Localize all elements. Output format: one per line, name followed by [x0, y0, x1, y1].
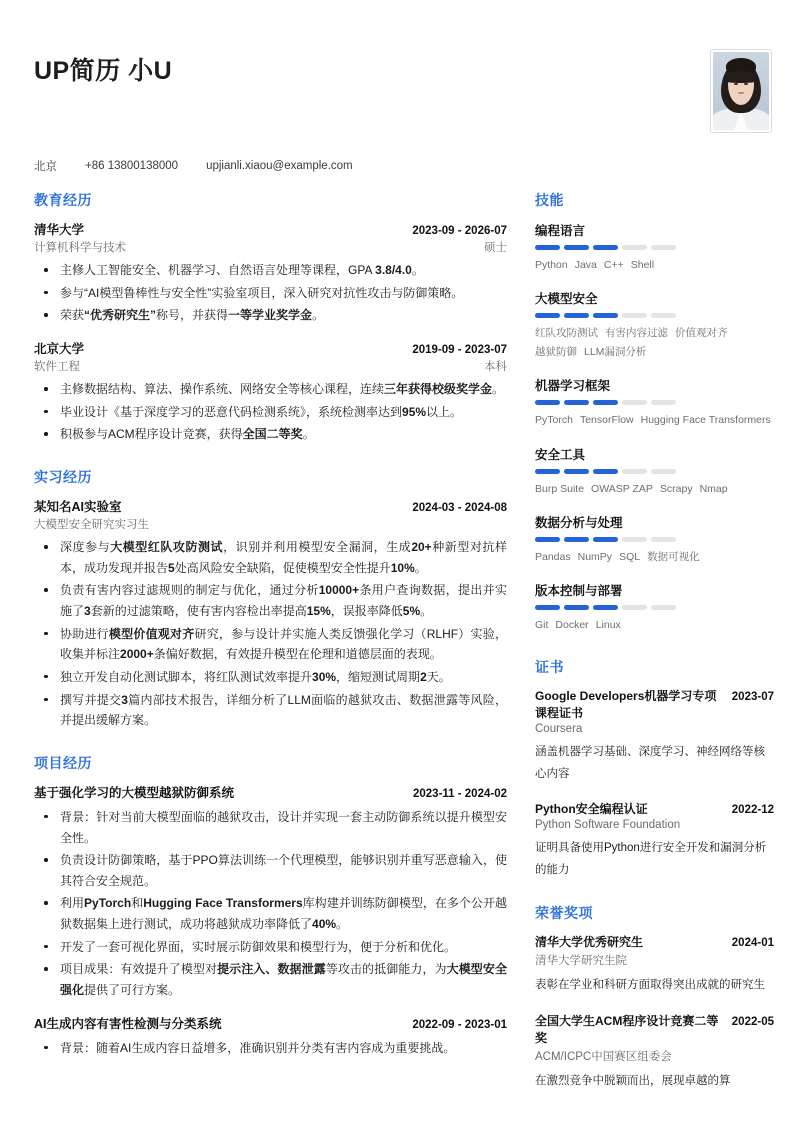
project-name: 基于强化学习的大模型越狱防御系统	[34, 785, 235, 800]
date-range: 2019-09 - 2023-07	[412, 344, 507, 356]
bullet-item: 主修数据结构、算法、操作系统、网络安全等核心课程，连续三年获得校级奖学金。	[34, 379, 507, 400]
bullet-list	[34, 537, 507, 731]
skill-group-label: 安全工具	[535, 447, 586, 462]
contact-phone[interactable]: +86 13800138000	[85, 160, 179, 172]
section-title-internship: 实习经历	[34, 469, 92, 485]
date-range: 2022-09 - 2023-01	[412, 1018, 507, 1031]
internship-entry	[34, 498, 507, 731]
skill-group	[535, 221, 774, 274]
skill-level-segment	[564, 400, 589, 405]
major: 软件工程	[34, 361, 80, 374]
list-item-date: 2023-07	[731, 690, 774, 703]
section-awards	[535, 903, 774, 1093]
skill-level-bar	[535, 605, 774, 610]
skill-level-bar	[535, 469, 774, 474]
skill-level-segment	[593, 245, 618, 250]
bullet-item: 负责有害内容过滤规则的制定与优化，通过分析10000+条用户查询数据，提出并实施了3套新的过滤策略，使有害内容检出率提高15%，误报率降低5%。	[34, 580, 507, 621]
bullet-item: 毕业设计《基于深度学习的恶意代码检测系统》，系统检测率达到95%以上。	[34, 402, 507, 423]
list-item	[535, 1013, 774, 1093]
skill-level-segment	[622, 313, 647, 318]
skill-tag: Shell	[630, 259, 655, 271]
contact-location: 北京	[34, 161, 57, 173]
skill-level-segment	[593, 313, 618, 318]
list-item	[535, 934, 774, 997]
skill-level-bar	[535, 537, 774, 542]
skill-group	[535, 376, 774, 429]
bullet-list	[34, 260, 507, 326]
bullet-item: 参与“AI模型鲁棒性与安全性”实验室项目，深入研究对抗性攻击与防御策略。	[34, 283, 507, 304]
list-item-description: 涵盖机器学习基础、深度学习、神经网络等核心内容	[535, 746, 765, 780]
skill-level-segment	[535, 313, 560, 318]
skill-level-segment	[535, 537, 560, 542]
company-name: 某知名AI实验室	[34, 500, 122, 514]
date-range: 2023-09 - 2026-07	[412, 225, 507, 237]
bullet-list	[34, 807, 507, 1001]
bullet-item: 深度参与大模型红队攻防测试，识别并利用模型安全漏洞，生成20+种新型对抗样本，成功发现并报告5处高风险安全缺陷，促使模型安全性提升10%。	[34, 537, 507, 578]
section-skills	[535, 190, 774, 635]
contact-row	[0, 158, 800, 174]
project-name: AI生成内容有害性检测与分类系统	[34, 1016, 222, 1031]
bullet-item: 主修人工智能安全、机器学习、自然语言处理等课程，GPA 3.8/4.0。	[34, 260, 507, 281]
skill-tag: LLM漏洞分析	[584, 345, 647, 358]
skill-group	[535, 445, 774, 498]
bullet-item: 项目成果：有效提升了模型对提示注入、数据泄露等攻击的抵御能力，为大模型安全强化提供了可行方案。	[34, 959, 507, 1000]
skill-tag: Nmap	[699, 482, 728, 495]
skill-group-label: 版本控制与部署	[535, 584, 623, 599]
bullet-item: 协助进行模型价值观对齐研究，参与设计并实施人类反馈强化学习（RLHF）实验，收集并标注2000+条偏好数据，有效提升模型在伦理和道德层面的表现。	[34, 624, 507, 665]
portrait-photo-icon	[713, 52, 769, 130]
certificate-list	[535, 688, 774, 881]
skill-tag: 数据可视化	[647, 550, 700, 563]
resume-header	[0, 0, 800, 148]
project-entry	[34, 1015, 507, 1059]
list-item-title: Python安全编程认证	[535, 801, 648, 816]
skill-group-label: 大模型安全	[535, 292, 598, 307]
skill-tag: Git	[535, 619, 549, 632]
major: 计算机科学与技术	[34, 242, 126, 255]
list-item-description: 表彰在学业和科研方面取得突出成就的研究生	[535, 979, 765, 992]
list-item-org: 清华大学研究生院	[535, 955, 627, 968]
bullet-item: 撰写并提交3篇内部技术报告，详细分析了LLM面临的越狱攻击、数据泄露等风险，并提出缓解方案。	[34, 690, 507, 731]
skill-tag: SQL	[619, 550, 641, 563]
school-name: 北京大学	[34, 342, 85, 356]
section-projects	[34, 753, 507, 1059]
contact-email[interactable]: upjianli.xiaou@example.com	[206, 160, 353, 172]
skill-level-segment	[535, 469, 560, 474]
bullet-list	[34, 379, 507, 445]
skill-tag: 有害内容过滤	[605, 327, 668, 340]
right-column	[529, 174, 776, 1109]
list-item	[535, 688, 774, 785]
skill-level-segment	[535, 605, 560, 610]
list-item-description: 证明具备使用Python进行安全开发和漏洞分析的能力	[535, 842, 767, 876]
skill-group-label: 数据分析与处理	[535, 515, 623, 530]
list-item-org: ACM/ICPC中国赛区组委会	[535, 1051, 672, 1064]
project-entry	[34, 784, 507, 1001]
skill-tag: 价值观对齐	[675, 327, 728, 340]
skill-tag: Burp Suite	[535, 482, 585, 495]
skill-level-segment	[622, 400, 647, 405]
skill-level-segment	[593, 400, 618, 405]
avatar	[710, 49, 772, 133]
date-range: 2024-03 - 2024-08	[412, 502, 507, 514]
skill-level-segment	[564, 245, 589, 250]
skill-tag: TensorFlow	[579, 414, 634, 427]
skill-group-label: 编程语言	[535, 224, 586, 238]
resume-body	[0, 174, 800, 1109]
skill-tag-list	[535, 411, 774, 429]
list-item-title: 全国大学生ACM程序设计竞赛二等奖	[535, 1013, 719, 1045]
skill-level-segment	[564, 313, 589, 318]
list-item-org: Coursera	[535, 723, 583, 736]
skill-level-segment	[622, 469, 647, 474]
section-title-certificates: 证书	[535, 658, 564, 675]
skill-tag: Linux	[595, 619, 621, 632]
list-item-header	[535, 1013, 774, 1048]
list-item	[535, 801, 774, 881]
skill-tag: Scrapy	[659, 482, 693, 495]
award-list	[535, 934, 774, 1093]
section-title-education: 教育经历	[34, 192, 92, 208]
list-item-date: 2024-01	[731, 936, 774, 949]
bullet-item: 积极参与ACM程序设计竞赛，获得全国二等奖。	[34, 424, 507, 445]
skill-tag-list	[535, 548, 774, 566]
list-item-org: Python Software Foundation	[535, 819, 681, 832]
section-title-skills: 技能	[535, 192, 564, 208]
school-name: 清华大学	[34, 223, 85, 237]
skill-level-segment	[651, 469, 676, 474]
bullet-item: 独立开发自动化测试脚本，将红队测试效率提升30%，缩短测试周期2天。	[34, 667, 507, 688]
education-entry	[34, 340, 507, 445]
skill-tag: OWASP ZAP	[591, 482, 653, 495]
list-item-date: 2022-12	[731, 803, 774, 816]
skill-level-bar	[535, 313, 774, 318]
bullet-item: 荣获“优秀研究生”称号，并获得一等学业奖学金。	[34, 305, 507, 326]
skill-level-segment	[564, 605, 589, 610]
education-entry	[34, 221, 507, 326]
skill-group	[535, 581, 774, 634]
list-item-header	[535, 934, 774, 951]
skill-level-segment	[622, 245, 647, 250]
list-item-date: 2022-05	[731, 1015, 774, 1028]
skill-level-bar	[535, 245, 774, 250]
skill-group	[535, 513, 774, 566]
skill-tag: PyTorch	[535, 414, 573, 427]
skill-tag-list	[535, 616, 774, 634]
skill-level-segment	[564, 537, 589, 542]
list-item-header	[535, 801, 774, 818]
skill-level-segment	[651, 245, 676, 250]
degree: 本科	[484, 361, 507, 374]
skill-level-segment	[593, 469, 618, 474]
skill-tag: Pandas	[535, 550, 571, 563]
skill-tag: Python	[535, 259, 568, 271]
bullet-item: 开发了一套可视化界面，实时展示防御效果和模型行为，便于分析和优化。	[34, 937, 507, 958]
degree: 硕士	[484, 242, 507, 255]
skill-tag: 红队攻防测试	[535, 327, 598, 340]
page-title: UP简历 小U	[34, 57, 173, 85]
skill-level-segment	[622, 537, 647, 542]
section-title-projects: 项目经历	[34, 754, 92, 771]
skill-level-segment	[593, 537, 618, 542]
bullet-list	[34, 1038, 507, 1059]
skill-tag: Java	[574, 259, 597, 271]
section-certificates	[535, 657, 774, 881]
list-item-title: 清华大学优秀研究生	[535, 934, 644, 949]
list-item-title: Google Developers机器学习专项课程证书	[535, 688, 717, 721]
list-item-header	[535, 688, 774, 723]
skill-level-segment	[564, 469, 589, 474]
skill-level-segment	[593, 605, 618, 610]
skill-tag: C++	[603, 259, 624, 271]
skill-level-segment	[535, 400, 560, 405]
bullet-item: 负责设计防御策略，基于PPO算法训练一个代理模型，能够识别并重写恶意输入，使其符合安全规范。	[34, 850, 507, 891]
skill-tag: NumPy	[577, 550, 613, 563]
skill-level-segment	[651, 400, 676, 405]
skill-group	[535, 289, 774, 361]
skill-level-segment	[651, 313, 676, 318]
date-range: 2023-11 - 2024-02	[413, 787, 507, 800]
skill-level-segment	[651, 537, 676, 542]
bullet-item: 背景：针对当前大模型面临的越狱攻击，设计并实现一套主动防御系统以提升模型安全性。	[34, 807, 507, 848]
skill-tag: 越狱防御	[535, 345, 577, 358]
skill-level-segment	[622, 605, 647, 610]
bullet-item: 利用PyTorch和Hugging Face Transformers库构建并训练防御模型，在多个公开越狱数据集上进行测试，成功将越狱成功率降低了40%。	[34, 893, 507, 934]
list-item-description: 在激烈竞争中脱颖而出，展现卓越的算	[535, 1075, 731, 1088]
left-column	[24, 174, 529, 1060]
section-internship	[34, 467, 507, 731]
bullet-item: 背景：随着AI生成内容日益增多，准确识别并分类有害内容成为重要挑战。	[34, 1038, 507, 1059]
skill-level-bar	[535, 400, 774, 405]
skill-tag-list	[535, 256, 774, 274]
skill-group-label: 机器学习框架	[535, 379, 611, 394]
skill-tag: Docker	[555, 619, 589, 632]
section-title-awards: 荣誉奖项	[535, 904, 593, 921]
section-education	[34, 190, 507, 445]
skill-group-list	[535, 221, 774, 635]
skill-tag-list	[535, 480, 774, 498]
skill-level-segment	[651, 605, 676, 610]
skill-tag: Hugging Face Transformers	[640, 414, 771, 427]
skill-level-segment	[535, 245, 560, 250]
job-role: 大模型安全研究实习生	[34, 519, 149, 532]
skill-tag-list	[535, 324, 774, 361]
